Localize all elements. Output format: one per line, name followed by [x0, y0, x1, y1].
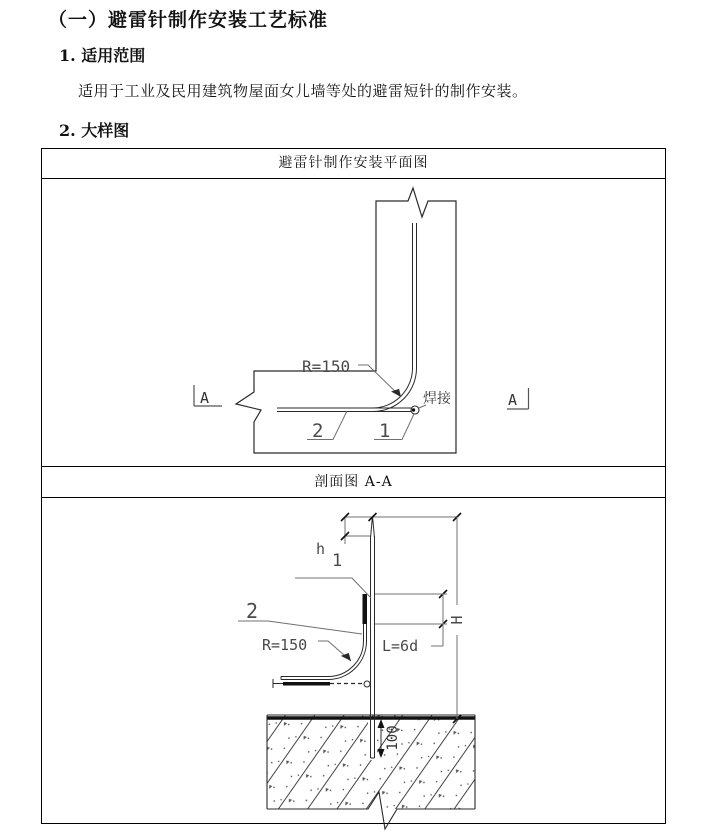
weld-bar: [363, 594, 368, 624]
sec-item1-leader: [295, 578, 371, 598]
detail-figure-table: [41, 148, 666, 824]
strap-solid: [283, 682, 330, 686]
sec-radius-arrow: [341, 650, 354, 663]
section-view-drawing: [42, 498, 665, 823]
h-label: h: [316, 540, 326, 558]
H-label: H: [448, 615, 466, 625]
plan-item2-label: 2: [312, 420, 324, 442]
plan-caption: 避雷针制作安装平面图: [42, 149, 665, 179]
l6d-label: L=6d: [382, 637, 419, 655]
section-marker-left-label: A: [200, 389, 210, 407]
weld-dot: [412, 408, 415, 411]
plan-item1-label: 1: [379, 420, 391, 442]
plan-view-panel: [42, 179, 665, 467]
document-title: （一）避雷针制作安装工艺标准: [48, 9, 329, 31]
conductor-horizontal: [281, 677, 328, 680]
conductor-bend: [328, 641, 367, 680]
plan-view-drawing: [42, 179, 665, 466]
conductor-bend: [373, 368, 417, 412]
section1-heading: 1. 适用范围: [59, 46, 146, 65]
section-caption: 剖面图 A-A: [42, 467, 665, 498]
sec-radius-label: R=150: [262, 636, 308, 654]
conductor-vertical: [413, 223, 417, 368]
plan-weld-label: 焊接: [423, 391, 451, 407]
strap-end-circle: [364, 681, 370, 687]
strap-end-tick: [273, 679, 283, 688]
rod-clearance: [368, 720, 377, 760]
section-view-panel: [42, 498, 665, 823]
plan-radius-label: R=150: [302, 357, 351, 376]
conductor-horizontal: [277, 408, 411, 412]
section-marker-right-label: A: [508, 391, 518, 409]
section1-body: 适用于工业及民用建筑物屋面女儿墙等处的避雷短针的制作安装。: [78, 82, 528, 100]
embed-label: 100: [385, 725, 401, 751]
conductor-drop: [364, 624, 367, 641]
plan-radius-arrow: [391, 386, 404, 399]
h-dim-lines: [345, 517, 457, 544]
sec-item2-label: 2: [246, 599, 259, 623]
section2-heading: 2. 大样图: [59, 121, 130, 140]
sec-item1-label: 1: [332, 551, 343, 571]
